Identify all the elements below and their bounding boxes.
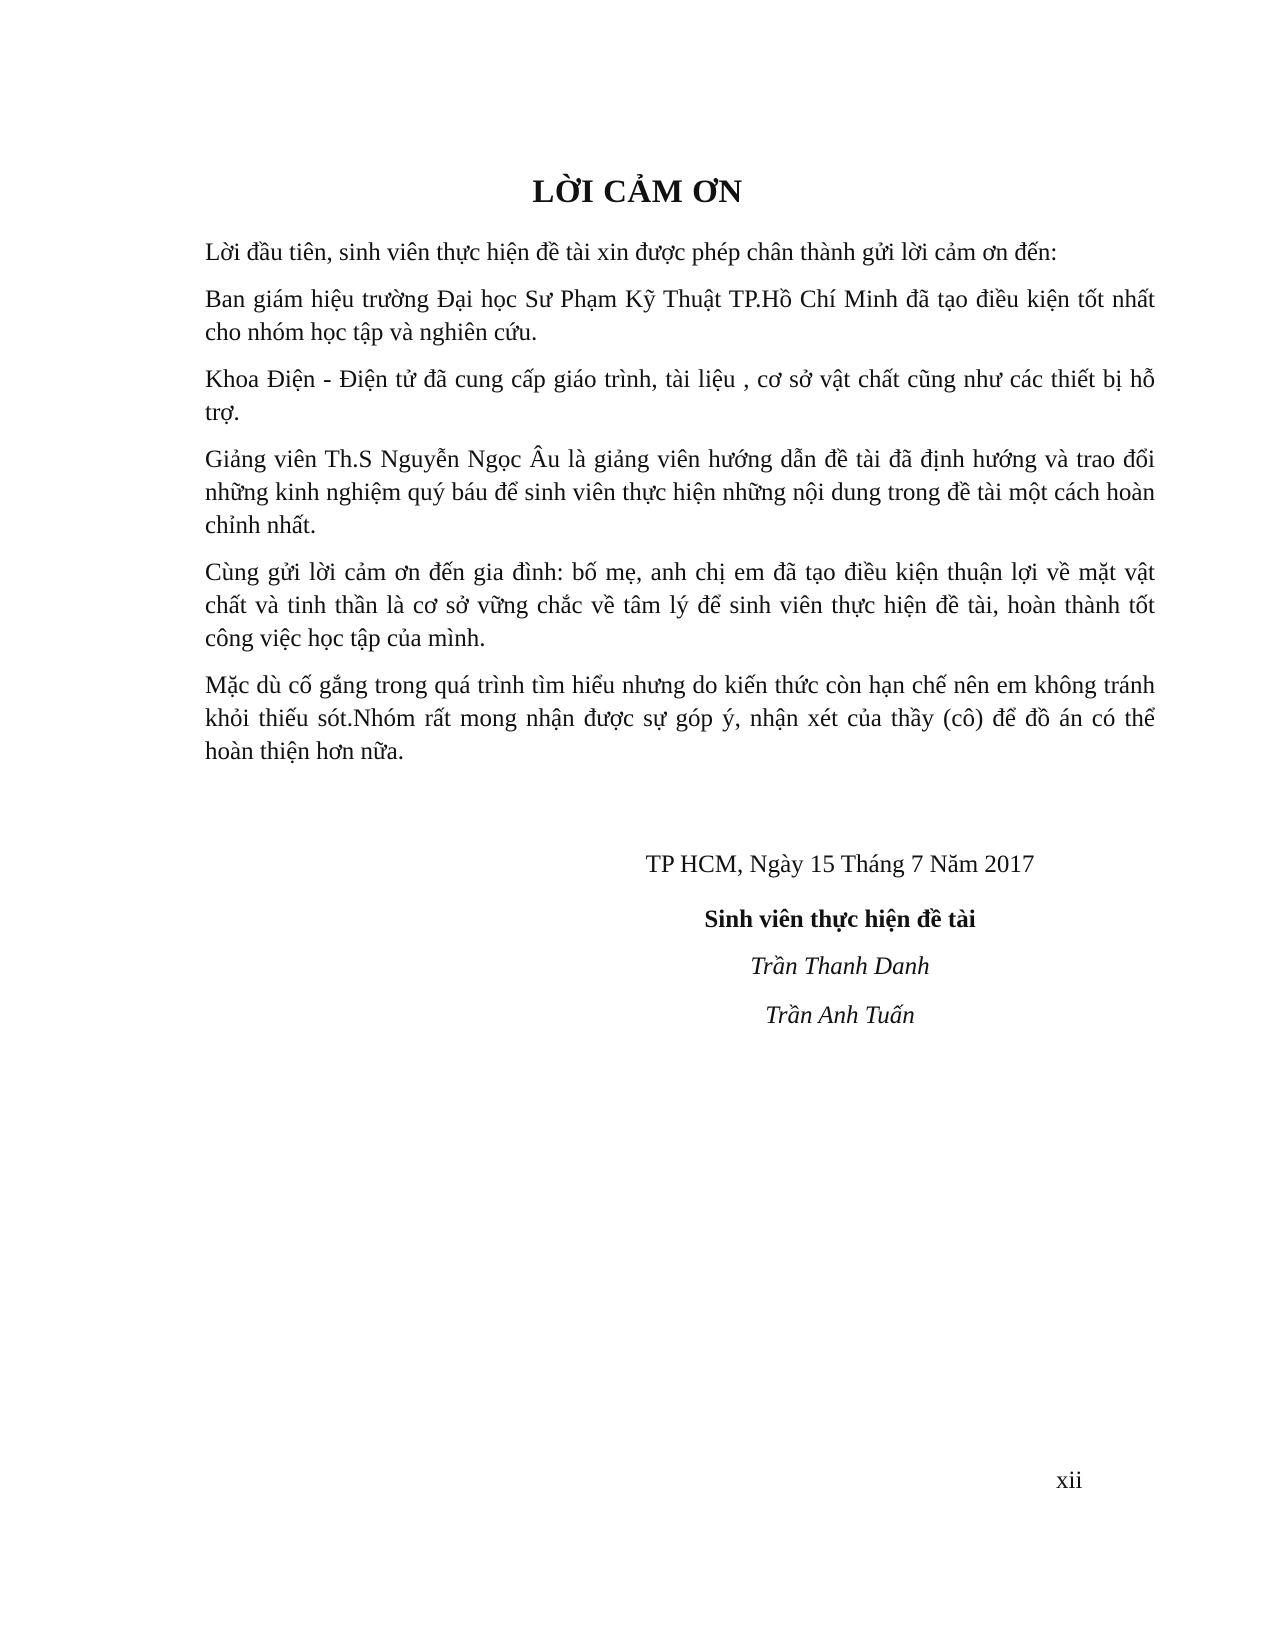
paragraph-university: Ban giám hiệu trường Đại học Sư Phạm Kỹ Thuật TP.Hồ Chí Minh đã tạo điều kiện tốt nhất cho nhóm học tập và nghiên cứu. — [205, 286, 1155, 346]
signature-name-1: Trần Thanh Danh — [750, 953, 930, 980]
page-title: LỜI CẢM ƠN — [532, 174, 743, 210]
paragraph-intro: Lời đầu tiên, sinh viên thực hiện đề tài xin được phép chân thành gửi lời cảm ơn đến: — [205, 239, 1058, 266]
page-number: xii — [1056, 1467, 1083, 1494]
paragraph-advisor: Giảng viên Th.S Nguyễn Ngọc Âu là giảng viên hướng dẫn đề tài đã định hướng và trao đổi những kinh nghiệm quý báu để sinh viên thực hiện những nội dung trong đề tài một cách hoàn chỉnh nhất. — [205, 446, 1155, 539]
signature-name-2: Trần Anh Tuấn — [765, 1002, 915, 1029]
acknowledgement-body — [205, 236, 1155, 782]
signature-heading: Sinh viên thực hiện đề tài — [704, 906, 976, 933]
signature-block — [560, 848, 1120, 1048]
paragraph-faculty: Khoa Điện - Điện tử đã cung cấp giáo trình, tài liệu , cơ sở vật chất cũng như các thiết bị hỗ trợ. — [205, 366, 1155, 426]
paragraph-closing: Mặc dù cố gắng trong quá trình tìm hiểu nhưng do kiến thức còn hạn chế nên em không tránh khỏi thiếu sót.Nhóm rất mong nhận được sự góp ý, nhận xét của thầy (cô) để đồ án có thể hoàn thiện hơn nữa. — [205, 672, 1155, 765]
signature-date: TP HCM, Ngày 15 Tháng 7 Năm 2017 — [645, 851, 1035, 878]
paragraph-family: Cùng gửi lời cảm ơn đến gia đình: bố mẹ, anh chị em đã tạo điều kiện thuận lợi về mặt vật chất và tinh thần là cơ sở vững chắc về tâm lý để sinh viên thực hiện đề tài, hoàn thành tốt công việc học tập của mình. — [205, 559, 1155, 652]
